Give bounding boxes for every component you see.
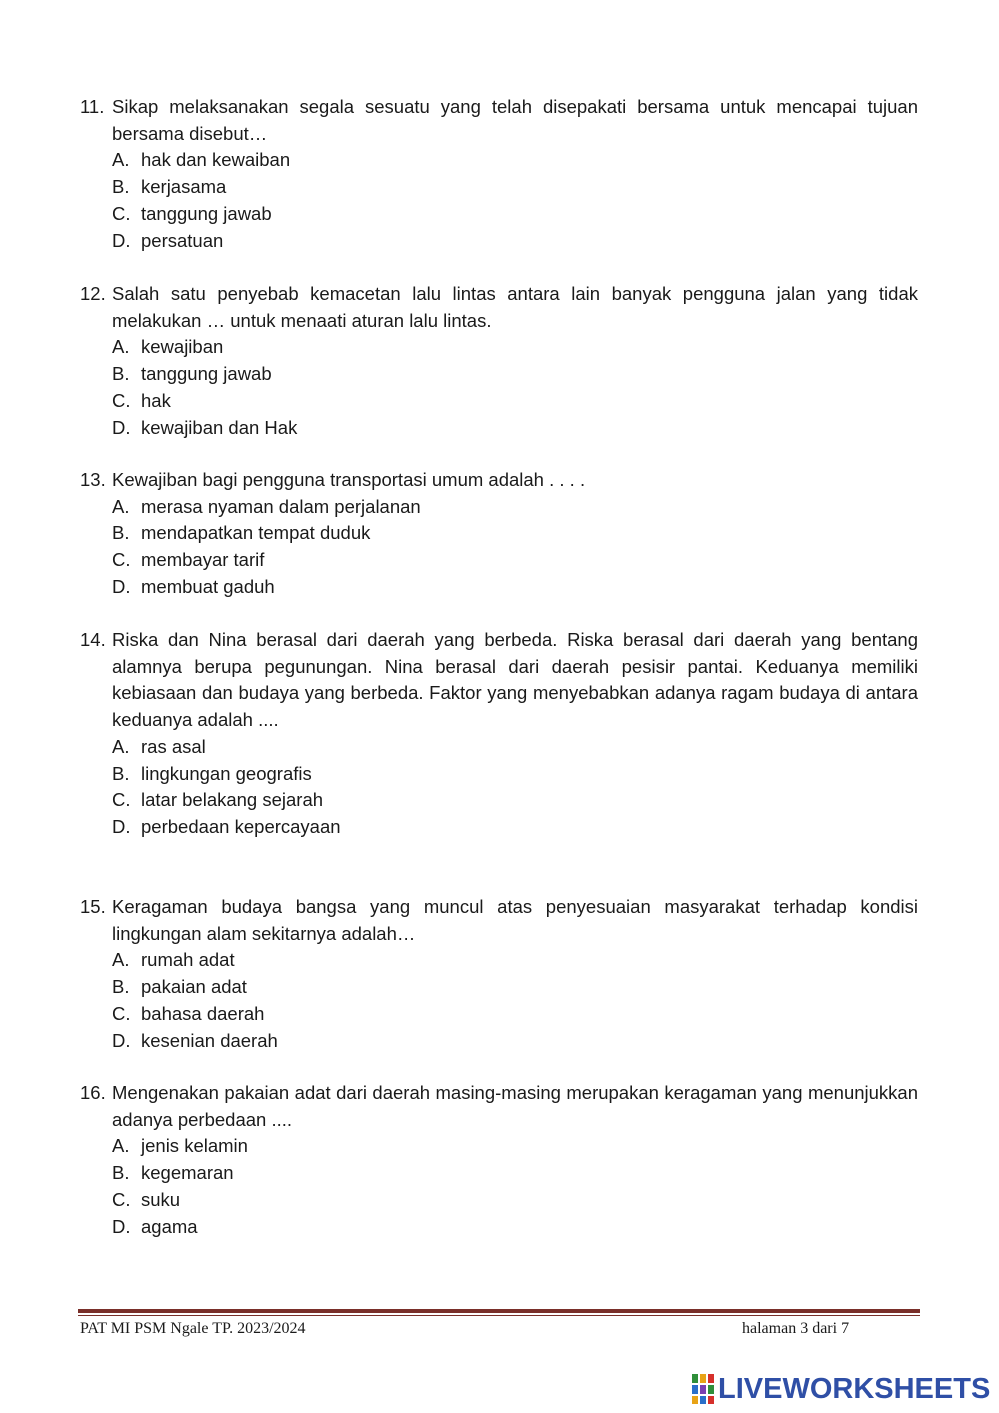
option-text: persatuan: [141, 229, 224, 251]
option-c[interactable]: [80, 201, 918, 228]
option-text: pakaian adat: [141, 976, 247, 998]
option-text: latar belakang sejarah: [141, 789, 324, 811]
option-list: [80, 494, 918, 601]
option-text: hak: [141, 389, 171, 411]
option-text: ras asal: [141, 735, 206, 757]
option-list: [80, 334, 918, 441]
question-number: 11.: [80, 96, 105, 117]
question-11: [80, 94, 918, 254]
liveworksheets-watermark: [692, 1372, 990, 1406]
question-13: [80, 467, 918, 601]
option-letter: B.: [112, 522, 130, 544]
option-text: kewajiban: [141, 336, 224, 358]
option-b[interactable]: [80, 361, 918, 388]
option-letter: C.: [112, 202, 131, 224]
watermark-text: LIVEWORKSHEETS: [718, 1372, 991, 1405]
option-list: [80, 147, 918, 254]
option-text: lingkungan geografis: [141, 762, 312, 784]
footer-exam-title: PAT MI PSM Ngale TP. 2023/2024: [80, 1320, 306, 1337]
option-letter: A.: [112, 495, 130, 517]
question-text: Salah satu penyebab kemacetan lalu lintas antara lain banyak pengguna jalan yang tidak melakukan … untuk menaati aturan lalu lintas.: [112, 283, 918, 331]
liveworksheets-logo-icon: [692, 1374, 714, 1404]
option-letter: B.: [112, 363, 130, 385]
option-c[interactable]: [80, 547, 918, 574]
option-c[interactable]: [80, 388, 918, 415]
option-letter: D.: [112, 1215, 131, 1237]
option-letter: C.: [112, 1188, 131, 1210]
option-letter: B.: [112, 762, 130, 784]
question-number: 13.: [80, 469, 106, 490]
option-d[interactable]: [80, 415, 918, 442]
option-letter: D.: [112, 416, 131, 438]
question-number: 12.: [80, 283, 106, 304]
option-list: [80, 947, 918, 1054]
question-text: Riska dan Nina berasal dari daerah yang berbeda. Riska berasal dari daerah yang bentang alamnya berupa pegunungan. Nina berasal dari daerah pesisir pantai. Keduanya memiliki kebiasaan dan budaya yang berbeda. Faktor yang menyebabkan adanya ragam budaya di antara keduanya adalah ....: [112, 629, 918, 731]
option-text: jenis kelamin: [141, 1135, 248, 1157]
question-number: 14.: [80, 629, 106, 650]
option-b[interactable]: [80, 974, 918, 1001]
option-text: bahasa daerah: [141, 1002, 265, 1024]
option-letter: A.: [112, 149, 130, 171]
option-d[interactable]: [80, 574, 918, 601]
option-letter: A.: [112, 735, 130, 757]
question-text: Sikap melaksanakan segala sesuatu yang telah disepakati bersama untuk mencapai tujuan bersama disebut…: [112, 96, 918, 144]
option-letter: D.: [112, 815, 131, 837]
option-text: kewajiban dan Hak: [141, 416, 298, 438]
option-text: suku: [141, 1188, 181, 1210]
option-a[interactable]: [80, 734, 918, 761]
option-text: rumah adat: [141, 949, 235, 971]
option-letter: A.: [112, 949, 130, 971]
question-text: Mengenakan pakaian adat dari daerah masing-masing merupakan keragaman yang menunjukkan adanya perbedaan ....: [112, 1082, 918, 1130]
question-text: Keragaman budaya bangsa yang muncul atas penyesuaian masyarakat terhadap kondisi lingkungan alam sekitarnya adalah…: [112, 896, 918, 944]
option-text: tanggung jawab: [141, 202, 272, 224]
question-15: [80, 894, 918, 1054]
option-text: membuat gaduh: [141, 575, 275, 597]
option-d[interactable]: [80, 1214, 918, 1241]
option-letter: C.: [112, 1002, 131, 1024]
option-a[interactable]: [80, 334, 918, 361]
option-letter: C.: [112, 549, 131, 571]
footer-page-number: halaman 3 dari 7: [742, 1320, 850, 1337]
question-text: Kewajiban bagi pengguna transportasi umum adalah . . . .: [112, 469, 586, 490]
option-d[interactable]: [80, 228, 918, 255]
option-letter: A.: [112, 1135, 130, 1157]
option-letter: D.: [112, 575, 131, 597]
option-letter: B.: [112, 976, 130, 998]
option-b[interactable]: [80, 1160, 918, 1187]
option-text: merasa nyaman dalam perjalanan: [141, 495, 421, 517]
question-14: [80, 627, 918, 841]
question-12: [80, 281, 918, 441]
option-text: kesenian daerah: [141, 1029, 278, 1051]
option-letter: C.: [112, 789, 131, 811]
footer-divider-thick: [78, 1309, 920, 1313]
option-d[interactable]: [80, 814, 918, 841]
question-16: [80, 1080, 918, 1240]
option-c[interactable]: [80, 1001, 918, 1028]
option-a[interactable]: [80, 1133, 918, 1160]
option-letter: A.: [112, 336, 130, 358]
option-b[interactable]: [80, 174, 918, 201]
option-text: agama: [141, 1215, 198, 1237]
option-c[interactable]: [80, 787, 918, 814]
option-d[interactable]: [80, 1028, 918, 1055]
option-text: kerjasama: [141, 176, 227, 198]
option-list: [80, 1133, 918, 1240]
footer-divider-thin: [78, 1315, 920, 1316]
question-number: 15.: [80, 896, 106, 917]
option-text: mendapatkan tempat duduk: [141, 522, 371, 544]
option-letter: B.: [112, 176, 130, 198]
option-list: [80, 734, 918, 841]
option-letter: D.: [112, 229, 131, 251]
option-letter: C.: [112, 389, 131, 411]
option-letter: D.: [112, 1029, 131, 1051]
question-number: 16.: [80, 1082, 106, 1103]
option-text: perbedaan kepercayaan: [141, 815, 341, 837]
option-a[interactable]: [80, 947, 918, 974]
option-a[interactable]: [80, 494, 918, 521]
option-text: membayar tarif: [141, 549, 265, 571]
option-c[interactable]: [80, 1187, 918, 1214]
option-b[interactable]: [80, 761, 918, 788]
option-text: kegemaran: [141, 1162, 234, 1184]
option-a[interactable]: [80, 147, 918, 174]
option-text: tanggung jawab: [141, 363, 272, 385]
option-b[interactable]: [80, 520, 918, 547]
option-letter: B.: [112, 1162, 130, 1184]
option-text: hak dan kewaiban: [141, 149, 291, 171]
